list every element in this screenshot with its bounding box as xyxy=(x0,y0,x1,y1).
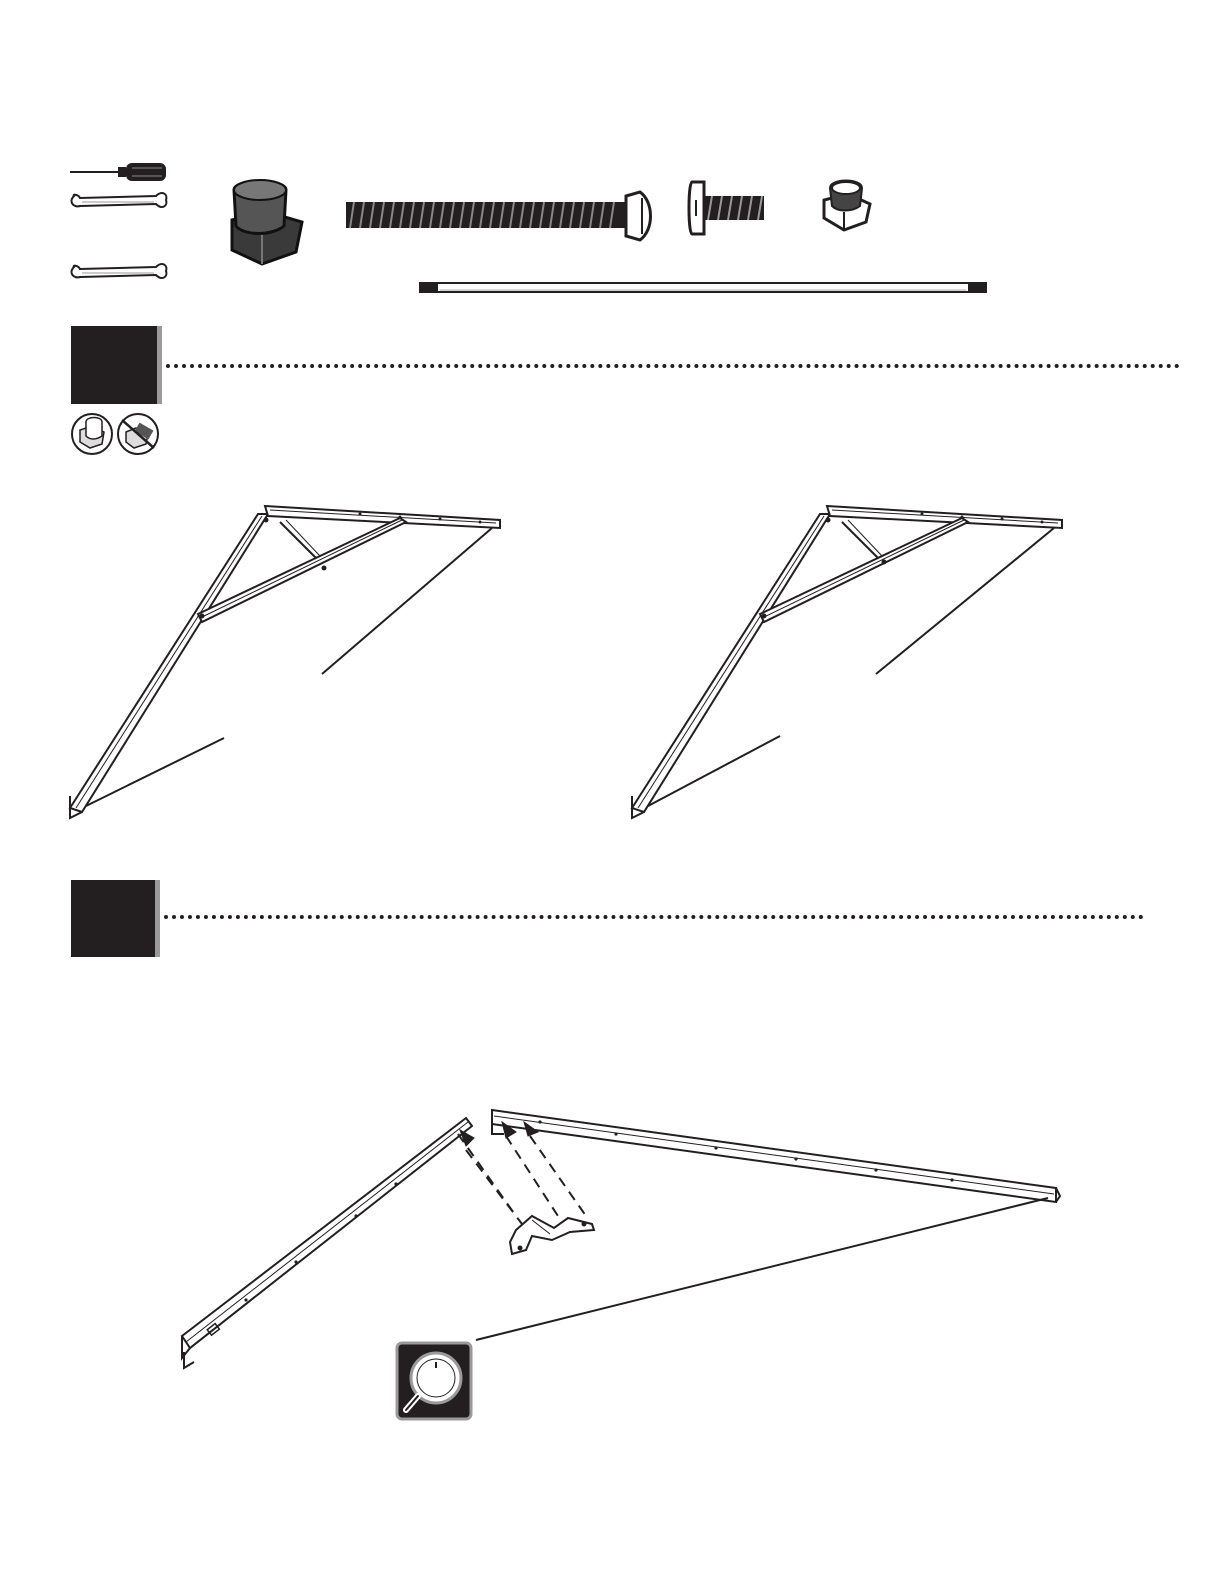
screwdriver-icon xyxy=(70,160,170,184)
cap-nut-large-icon xyxy=(222,178,312,268)
threaded-rod-icon xyxy=(420,280,990,296)
long-bolt-icon xyxy=(344,182,654,252)
step-number xyxy=(71,326,157,404)
magnifier-detail-icon xyxy=(396,1342,472,1420)
do-not-overtighten-icon xyxy=(116,412,160,456)
roof-truss-frame-left xyxy=(60,496,620,836)
step-divider xyxy=(166,364,1180,368)
short-screw-icon xyxy=(688,180,772,240)
step-number-badge xyxy=(71,880,160,957)
lock-nut-icon xyxy=(820,178,876,234)
step-number xyxy=(71,880,155,957)
wrench-icon xyxy=(70,263,170,283)
step-divider xyxy=(164,915,1144,919)
step-number-badge xyxy=(71,326,162,404)
roof-truss-frame-right xyxy=(622,496,1182,836)
wrench-icon xyxy=(70,192,170,212)
tighten-nut-icon xyxy=(70,412,114,456)
rafter-bracket-assembly xyxy=(176,1104,1076,1424)
